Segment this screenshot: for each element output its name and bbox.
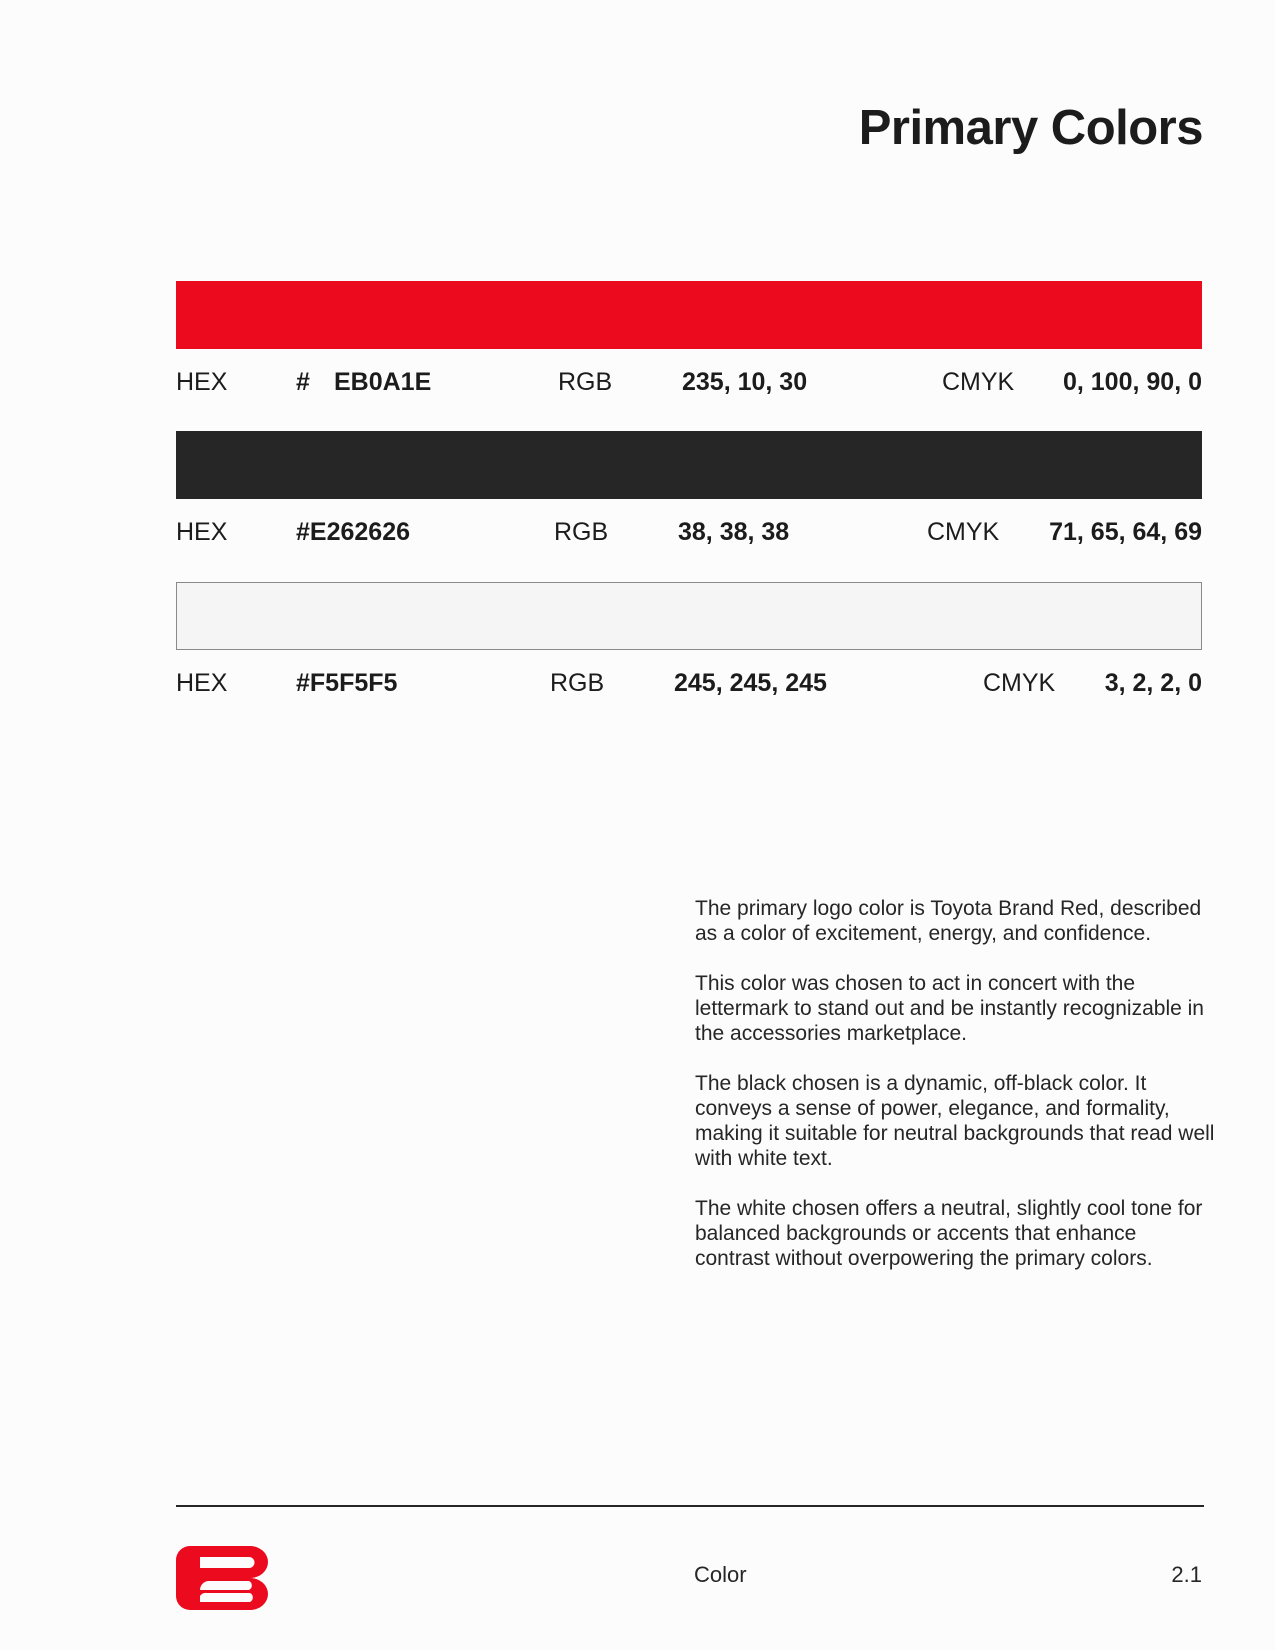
rgb-value: 245, 245, 245 xyxy=(674,669,827,697)
hex-label: HEX xyxy=(176,368,228,396)
cmyk-value: 0, 100, 90, 0 xyxy=(1062,368,1202,396)
description-paragraph: The black chosen is a dynamic, off-black color. It conveys a sense of power, elegance, and formality, making it suitable for neutral backgrounds that read well with white text. xyxy=(695,1072,1215,1170)
footer-page-number: 2.1 xyxy=(1171,1562,1202,1587)
page-title: Primary Colors xyxy=(858,101,1203,155)
cmyk-value: 3, 2, 2, 0 xyxy=(1104,669,1202,697)
footer-section-label: Color xyxy=(694,1562,747,1587)
cmyk-label: CMYK xyxy=(983,669,1056,697)
swatch-black xyxy=(176,431,1202,499)
rgb-label: RGB xyxy=(554,518,609,546)
color-spec-row-red xyxy=(176,364,1202,400)
footer-divider xyxy=(176,1505,1204,1507)
rgb-label: RGB xyxy=(558,368,613,396)
color-spec-row-black xyxy=(176,514,1202,550)
hex-label: HEX xyxy=(176,669,228,697)
swatch-white xyxy=(176,582,1202,650)
description-paragraph: This color was chosen to act in concert with the lettermark to stand out and be instantly recognizable in the accessories marketplace. xyxy=(695,972,1204,1045)
hex-value: EB0A1E xyxy=(334,368,432,396)
description-block xyxy=(695,896,1215,1296)
hex-hash: # xyxy=(296,368,310,396)
cmyk-value: 71, 65, 64, 69 xyxy=(1049,518,1202,546)
hex-label: HEX xyxy=(176,518,228,546)
brand-lettermark-icon xyxy=(176,1546,268,1610)
hex-value: #F5F5F5 xyxy=(296,669,398,697)
rgb-label: RGB xyxy=(550,669,605,697)
color-spec-row-white xyxy=(176,665,1202,701)
cmyk-label: CMYK xyxy=(927,518,1000,546)
rgb-value: 235, 10, 30 xyxy=(682,368,808,396)
description-paragraph: The primary logo color is Toyota Brand Red, described as a color of excitement, energy, and confidence. xyxy=(695,897,1202,945)
swatch-red xyxy=(176,281,1202,349)
cmyk-label: CMYK xyxy=(942,368,1015,396)
hex-value: #E262626 xyxy=(296,518,411,546)
description-paragraph: The white chosen offers a neutral, slightly cool tone for balanced backgrounds or accents that enhance contrast without overpowering the primary colors. xyxy=(695,1197,1203,1270)
rgb-value: 38, 38, 38 xyxy=(678,518,790,546)
